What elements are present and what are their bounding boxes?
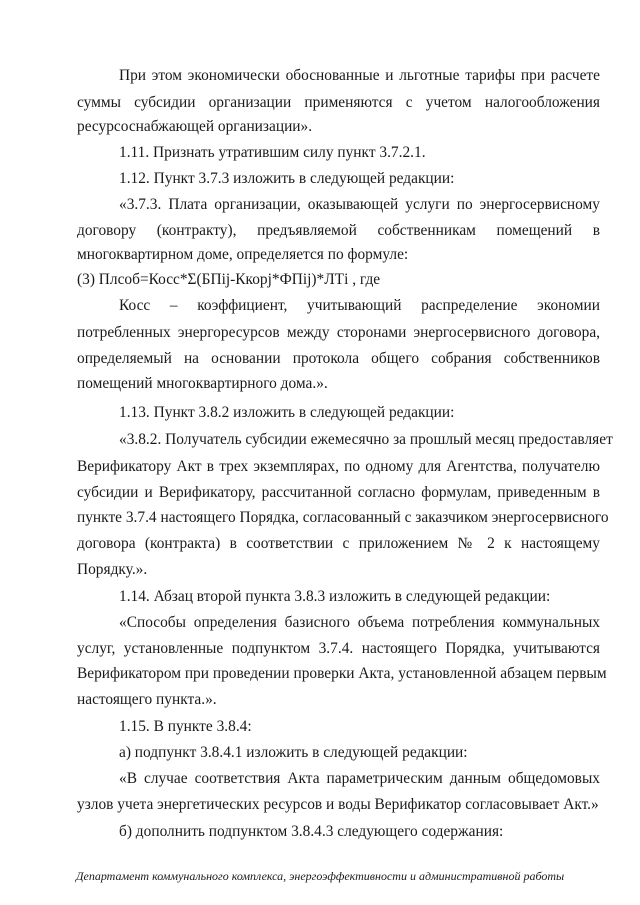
text-line: настоящего пункта.».	[77, 691, 217, 708]
text-line: «Способы определения базисного объема потребления коммунальных	[119, 614, 600, 631]
text-line: ресурсоснабжающей организации».	[77, 118, 313, 135]
text-line: б) дополнить подпунктом 3.8.4.3 следующего содержания:	[119, 823, 504, 840]
text-line: 1.12. Пункт 3.7.3 изложить в следующей редакции:	[119, 170, 455, 187]
text-line: суммы субсидии организации применяются с учетом налогообложения	[77, 94, 600, 111]
text-line: пункте 3.7.4 настоящего Порядка, согласованный с заказчиком энергосервисного	[77, 509, 609, 526]
text-line: Косс – коэффициент, учитывающий распределение экономии	[119, 297, 600, 314]
text-line: многоквартирном доме, определяется по формуле:	[77, 246, 409, 263]
text-line: договору (контракту), предъявляемой собственникам помещений в	[77, 222, 600, 239]
text-line: определяемый на основании протокола общего собрания собственников	[77, 350, 600, 367]
text-line: 1.15. В пункте 3.8.4:	[119, 718, 252, 735]
text-line: Верификатору Акт в трех экземплярах, по одному для Агентства, получателю	[77, 458, 600, 475]
page-footer: Департамент коммунального комплекса, энергоэффективности и административной работы	[75, 869, 565, 883]
text-line: Верификатором при проведении проверки Акта, установленной абзацем первым	[77, 665, 607, 682]
text-line: 1.13. Пункт 3.8.2 изложить в следующей редакции:	[119, 404, 455, 421]
text-line: Порядку.».	[77, 561, 148, 578]
text-line: 1.11. Признать утратившим силу пункт 3.7.2.1.	[119, 144, 426, 161]
formula-line: (3) Плсоб=Косс*Σ(БПij-Ккорj*ФПij)*ЛТi , где	[77, 271, 381, 288]
text-line: помещений многоквартирного дома.».	[77, 375, 328, 392]
text-line: узлов учета энергетических ресурсов и воды Верификатор согласовывает Акт.»	[77, 796, 599, 813]
text-line: «В случае соответствия Акта параметрическим данным общедомовых	[119, 770, 600, 787]
text-line: а) подпункт 3.8.4.1 изложить в следующей редакции:	[119, 744, 468, 761]
text-line: услуг, установленные подпунктом 3.7.4. настоящего Порядка, учитываются	[77, 640, 600, 657]
text-line: потребленных энергоресурсов между сторонами энергосервисного договора,	[77, 324, 600, 341]
text-line: «3.8.2. Получатель субсидии ежемесячно за прошлый месяц предоставляет	[119, 431, 613, 448]
text-line: 1.14. Абзац второй пункта 3.8.3 изложить в следующей редакции:	[119, 588, 551, 605]
text-line: «3.7.3. Плата организации, оказывающей услуги по энергосервисному	[119, 196, 600, 213]
text-line: договора (контракта) в соответствии с приложением № 2 к настоящему	[77, 535, 600, 552]
text-line: При этом экономически обоснованные и льготные тарифы при расчете	[119, 67, 600, 84]
text-line: субсидии и Верификатору, рассчитанной согласно формулам, приведенным в	[77, 484, 600, 501]
